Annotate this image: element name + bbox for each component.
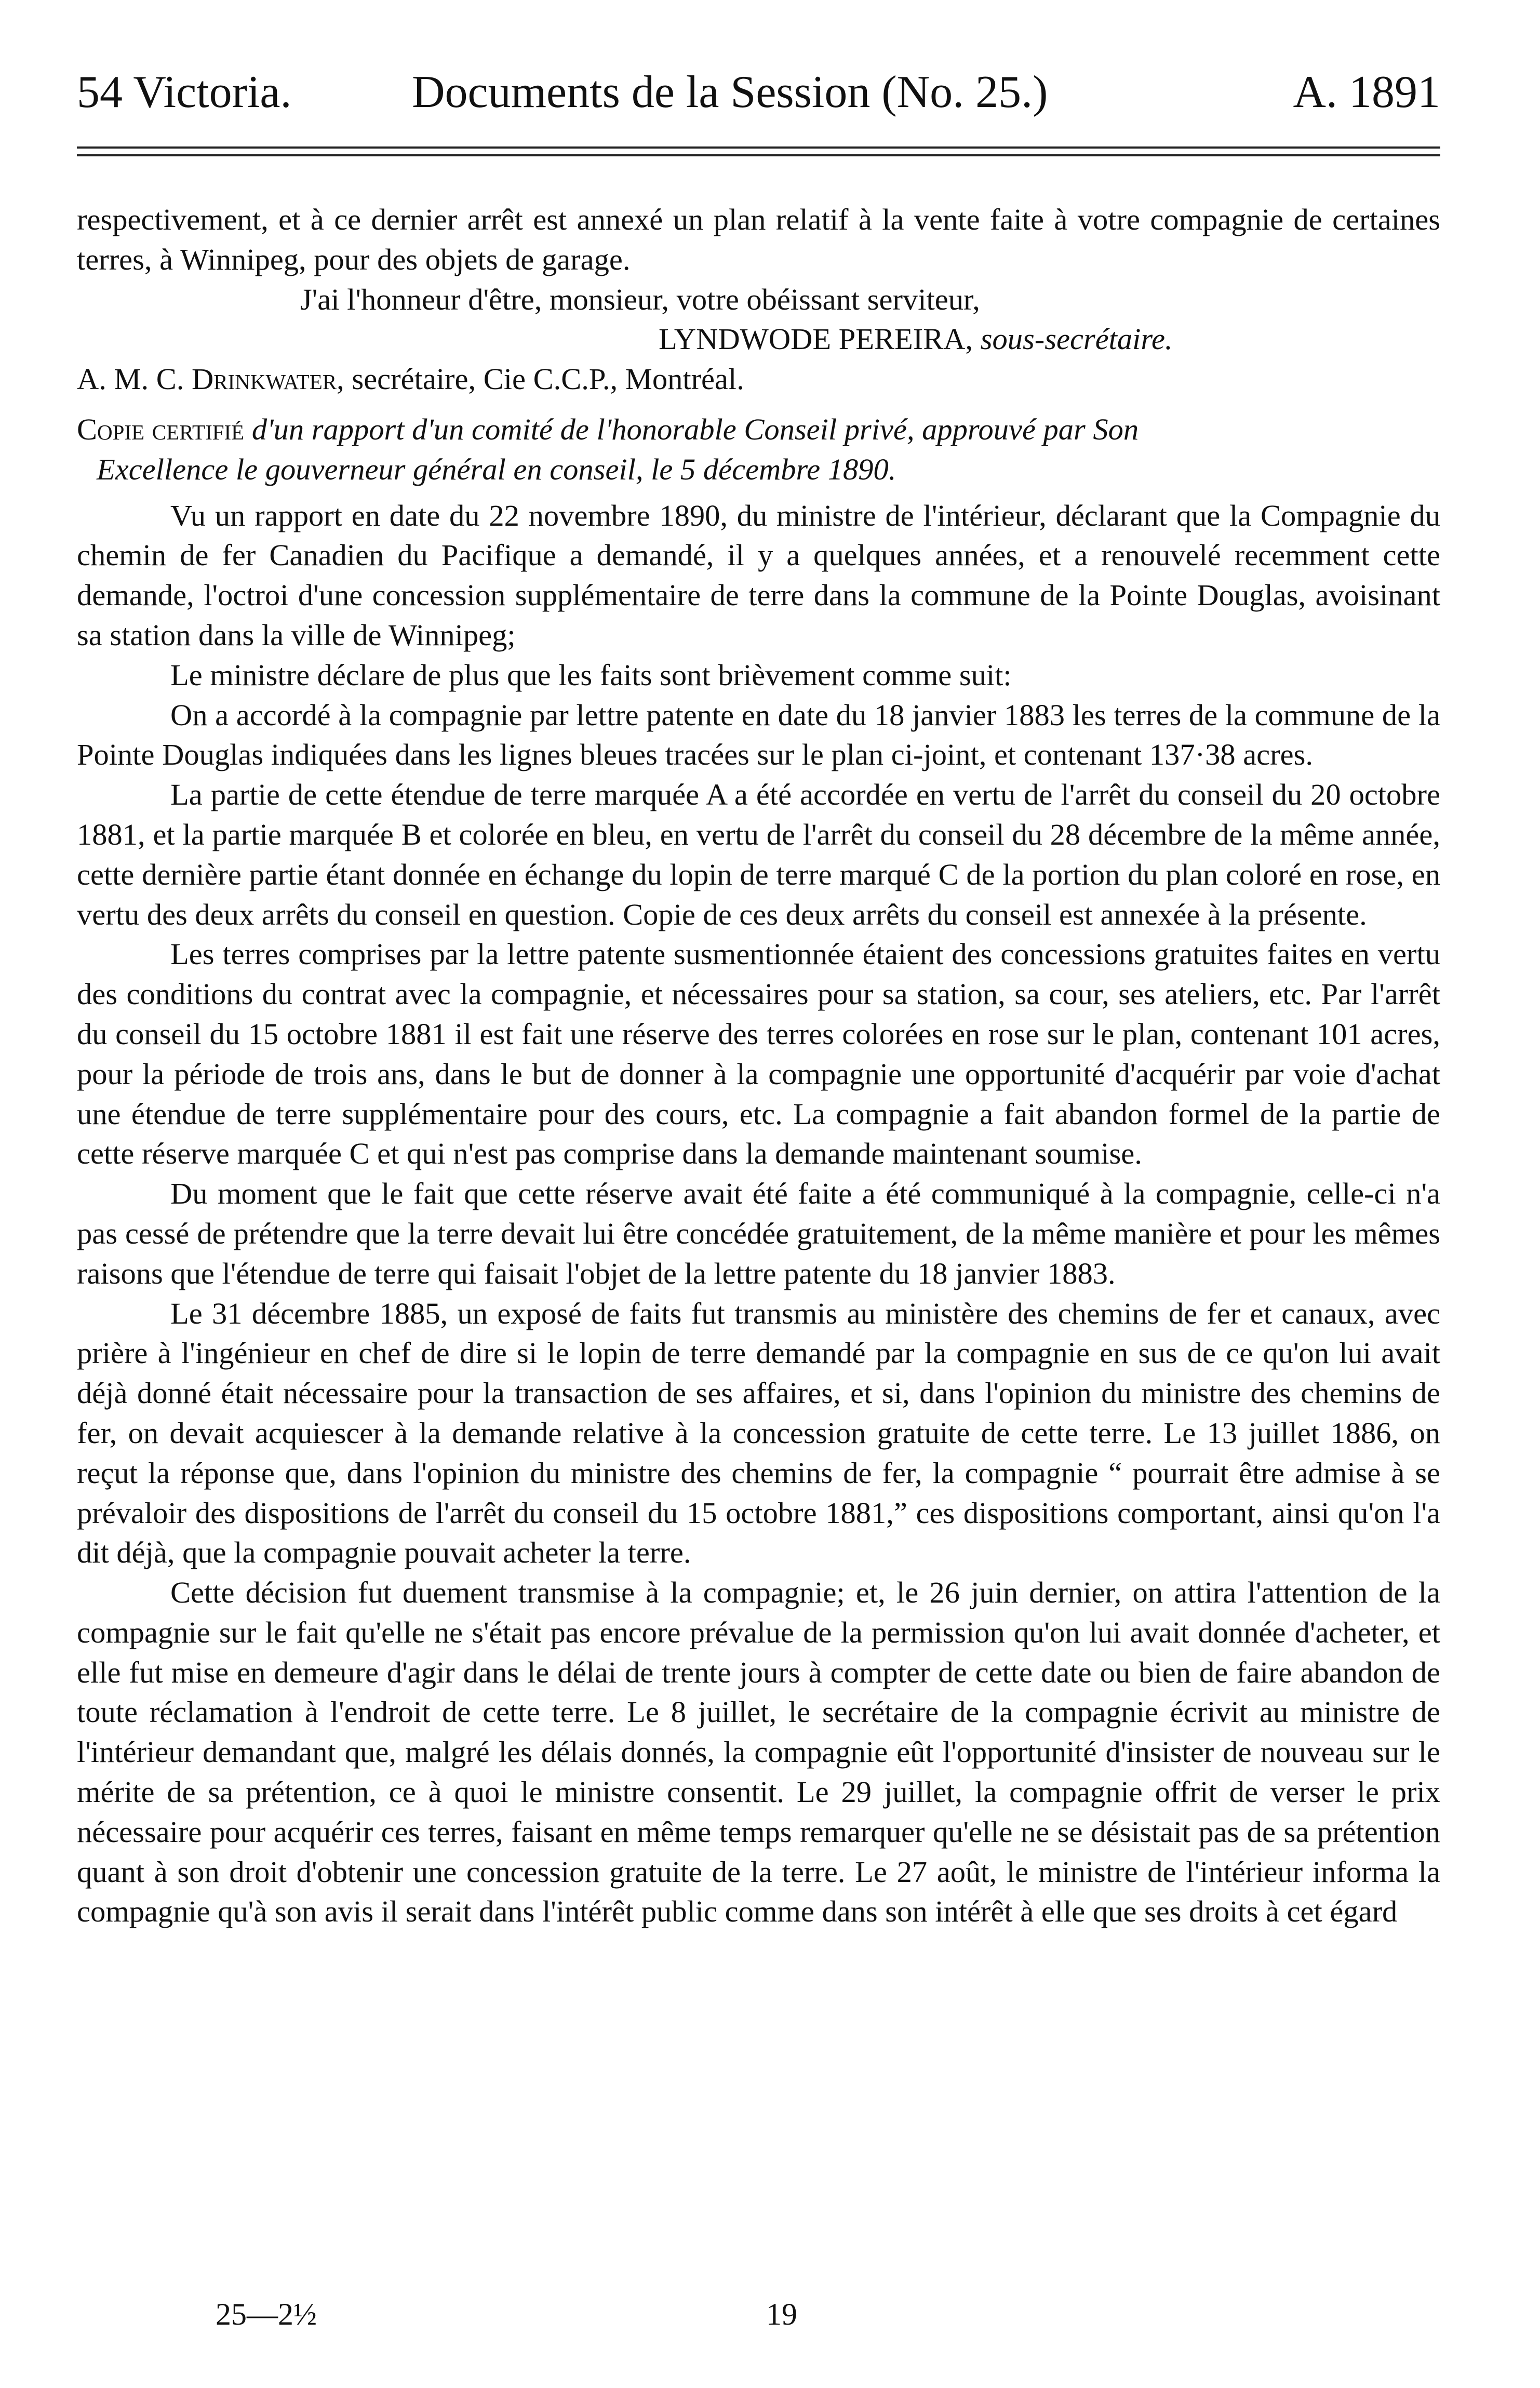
signatory-name: LYNDWODE PEREIRA, (659, 322, 973, 356)
paragraph: Cette décision fut duement transmise à la compagnie; et, le 26 juin dernier, on attira l'attention de la compagnie sur le fait qu'elle ne s'était pas encore prévalue de la permission qu'on lui avait donnée d'acheter, et elle fut mise en demeure d'agir dans le délai de trente jours à compter de cette date ou bien de faire abandon de toute réclamation à l'endroit de cette terre. Le 8 juillet, le secrétaire de la compagnie écrivit au ministre de l'intérieur demandant que, malgré les délais donnés, la compagnie eût l'opportunité d'insister de nouveau sur le mérite de sa prétention, ce à quoi le ministre consentit. Le 29 juillet, la compagnie offrit de verser le prix nécessaire pour acquérir ces terres, faisant en même temps remarquer qu'elle ne se désistait pas de sa prétention quant à son droit d'obtenir une concession gratuite de la terre. Le 27 août, le ministre de l'intérieur informa la compagnie qu'à son avis il serait dans l'intérêt public comme dans son intérêt à elle que ses droits à cet égard (77, 1576, 1440, 1929)
paragraph: respectivement, et à ce dernier arrêt est annexé un plan relatif à la vente faite à votre compagnie de certaines terres, à Winnipeg, pour des objets de garage. (77, 203, 1440, 276)
addressee-initials: A. M. C. (77, 362, 184, 396)
addressee-details: , secrétaire, Cie C.C.P., Montréal. (337, 362, 744, 396)
addressee-name: Drinkwater (192, 362, 337, 396)
header-title: Documents de la Session (No. 25.) (412, 67, 1048, 117)
certified-copy-text-cont: Excellence le gouverneur général en conseil, le 5 décembre 1890. (97, 452, 896, 486)
paragraph: La partie de cette étendue de terre marquée A a été accordée en vertu de l'arrêt du conseil du 20 octobre 1881, et la partie marquée B et colorée en bleu, en vertu de l'arrêt du conseil du 28 décembre de la même année, cette dernière partie étant donnée en échange du lopin de terre marqué C de la portion du plan coloré en rose, en vertu des deux arrêts du conseil en question. Copie de ces deux arrêts du conseil est annexée à la présente. (77, 778, 1440, 931)
page-number: 19 (766, 2297, 797, 2331)
paragraph: Le ministre déclare de plus que les faits sont brièvement comme suit: (170, 658, 1012, 692)
paragraph: Vu un rapport en date du 22 novembre 1890, du ministre de l'intérieur, déclarant que la Compagnie du chemin de fer Canadien du Pacifique a demandé, il y a quelques années, et a renouvelé recemment cette demande, l'octroi d'une concession supplémentaire de terre dans la commune de la Pointe Douglas, avoisinant sa station dans la ville de Winnipeg; (77, 498, 1440, 652)
signature-mark: 25—2½ (216, 2297, 317, 2331)
certified-copy-label: Copie certifié (77, 412, 245, 446)
header-year: A. 1891 (1293, 67, 1440, 117)
paragraph: Le 31 décembre 1885, un exposé de faits fut transmis au ministère des chemins de fer et canaux, avec prière à l'ingénieur en chef de dire si le lopin de terre demandé par la compagnie en sus de ce qu'on lui avait déjà donné était nécessaire pour la transaction de ses affaires, et si, dans l'opinion du ministre des chemins de fer, on devait acquiescer à la demande relative à la concession gratuite de cette terre. Le 13 juillet 1886, on reçut la réponse que, dans l'opinion du ministre des chemins de fer, la compagnie “ pourrait être admise à se prévaloir des dispositions de l'arrêt du conseil du 15 octobre 1881,” ces dispositions comportant, ainsi qu'on l'a dit déjà, que la compagnie pouvait acheter la terre. (77, 1296, 1440, 1570)
closing-line: J'ai l'honneur d'être, monsieur, votre obéissant serviteur, (300, 282, 980, 316)
running-header (77, 66, 1440, 118)
signature (77, 319, 1440, 359)
signatory-title: sous-secrétaire. (980, 322, 1173, 356)
paragraph: On a accordé à la compagnie par lettre patente en date du 18 janvier 1883 les terres de la commune de la Pointe Douglas indiquées dans les lignes bleues tracées sur le plan ci-joint, et contenant 137·38 acres. (77, 698, 1440, 772)
certified-copy-heading (77, 410, 1440, 490)
certified-copy-text: d'un rapport d'un comité de l'honorable Conseil privé, approuvé par Son (251, 412, 1139, 446)
header-rule-bottom (77, 154, 1440, 156)
addressee (77, 359, 1440, 399)
header-rule-top (77, 146, 1440, 149)
paragraph: Du moment que le fait que cette réserve avait été faite a été communiqué à la compagnie, celle-ci n'a pas cessé de prétendre que la terre devait lui être concédée gratuitement, de la même manière et pour les mêmes raisons que l'étendue de terre qui faisait l'objet de la lettre patente du 18 janvier 1883. (77, 1177, 1440, 1290)
header-regnal-year: 54 Victoria. (77, 67, 292, 117)
paragraph: Les terres comprises par la lettre patente susmentionnée étaient des concessions gratuites faites en vertu des conditions du contrat avec la compagnie, et nécessaires pour sa station, sa cour, ses ateliers, etc. Par l'arrêt du conseil du 15 octobre 1881 il est fait une réserve des terres colorées en rose sur le plan, contenant 101 acres, pour la période de trois ans, dans le but de donner à la compagnie une opportunité d'acquérir par voie d'achat une étendue de terre supplémentaire pour des cours, etc. La compagnie a fait abandon formel de la partie de cette réserve marquée C et qui n'est pas comprise dans la demande maintenant soumise. (77, 937, 1440, 1171)
body-text (77, 200, 1440, 1932)
